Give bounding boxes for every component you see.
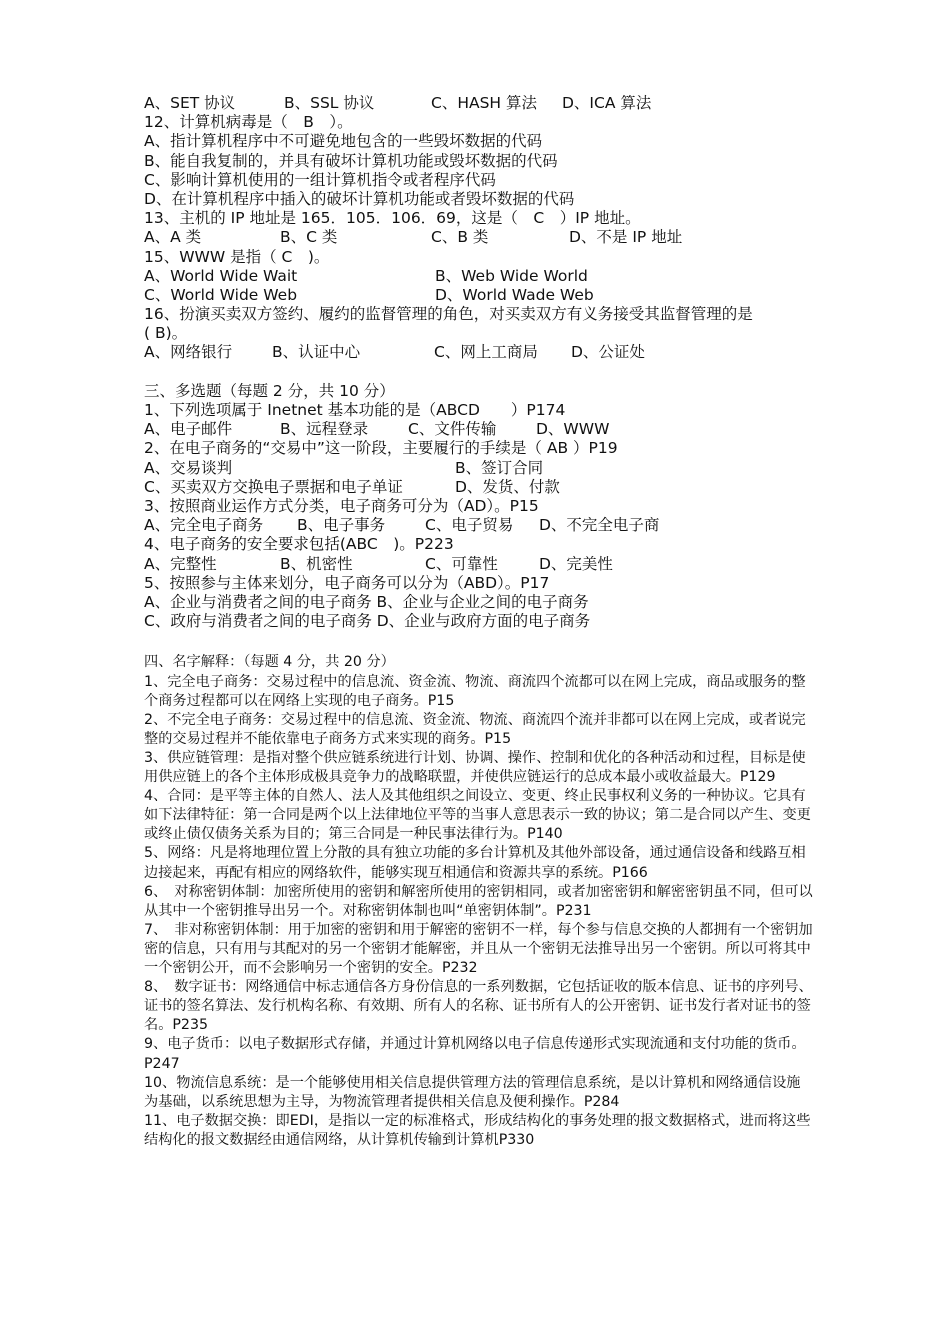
- q12-option-d: D、在计算机程序中插入的破坏计算机功能或者毁坏数据的代码: [144, 189, 575, 208]
- single-choice-tail: [144, 94, 814, 363]
- q11-options: [144, 94, 814, 113]
- mq2-options-row1: [144, 459, 814, 478]
- definition-item: 1、完全电子商务：交易过程中的信息流、资金流、物流、商流四个流都可以在网上完成，商品或服务的整个商务过程都可以在网络上实现的电子商务。P15: [144, 673, 806, 709]
- section4-heading: 四、名字解释：（每题 4 分，共 20 分）: [144, 654, 395, 671]
- q12-option-a: A、指计算机程序中不可避免地包含的一些毁坏数据的代码: [144, 132, 543, 151]
- definition-item: 7、 非对称密钥体制：用于加密的密钥和用于解密的密钥不一样，每个参与信息交换的人都拥有一个密钥加密的信息，只有用与其配对的另一个密钥才能解密，并且从一个密钥无法推导出另一个密钥。所以可将其中一个密钥公开，而不会影响另一个密钥的安全。P232: [144, 921, 813, 977]
- mq5-stem: 5、按照参与主体来划分，电子商务可以分为（ABD）。P17: [144, 573, 550, 592]
- q16-option-d: D、公证处: [571, 343, 645, 362]
- mq2-option-b: B、签订合同: [455, 458, 544, 477]
- q15-option-c: C、World Wide Web: [144, 285, 298, 304]
- mq3-options: [144, 516, 814, 535]
- q16-option-a: A、网络银行: [144, 343, 233, 362]
- mq1-options: [144, 420, 814, 439]
- q13-options: [144, 228, 814, 247]
- mq3-option-b: B、电子事务: [297, 516, 386, 535]
- mq1-option-b: B、远程登录: [280, 420, 369, 439]
- mq3-option-a: A、完全电子商务: [144, 516, 264, 535]
- mq5-options-line2: C、政府与消费者之间的电子商务 D、企业与政府方面的电子商务: [144, 612, 591, 631]
- q15-option-b: B、Web Wide World: [435, 266, 588, 285]
- q12-stem: 12、计算机病毒是（ B ）。: [144, 113, 353, 132]
- mq1-option-c: C、文件传输: [408, 420, 497, 439]
- definition-item: 9、电子货币：以电子数据形式存储，并通过计算机网络以电子信息传递形式实现流通和支付功能的货币。P247: [144, 1036, 806, 1072]
- definition-item: 10、物流信息系统：是一个能够使用相关信息提供管理方法的管理信息系统，是以计算机和网络通信设施为基础，以系统思想为主导，为物流管理者提供相关信息及便利操作。P284: [144, 1074, 801, 1110]
- q16-stem-line2: ( B)。: [144, 324, 188, 343]
- q16-stem-line1: 16、扮演买卖双方签约、履约的监督管理的角色，对买卖双方有义务接受其监督管理的是: [144, 305, 753, 324]
- q12-option-b: B、能自我复制的，并具有破坏计算机功能或毁坏数据的代码: [144, 151, 558, 170]
- q15-option-d: D、World Wade Web: [435, 285, 594, 304]
- q13-option-c: C、B 类: [431, 228, 489, 247]
- mq1-option-d: D、WWW: [536, 420, 610, 439]
- definitions-section: [144, 653, 814, 1150]
- q15-options-row2: [144, 286, 814, 305]
- mq2-options-row2: [144, 478, 814, 497]
- mq3-stem: 3、按照商业运作方式分类，电子商务可分为（AD）。P15: [144, 496, 539, 515]
- q13-stem: 13、主机的 IP 地址是 165．105．106．69，这是（ C ）IP 地址。: [144, 209, 641, 228]
- q15-stem: 15、WWW 是指（ C )。: [144, 247, 330, 266]
- page-content: [144, 94, 814, 1150]
- q16-option-b: B、认证中心: [272, 343, 361, 362]
- q12-option-c: C、影响计算机使用的一组计算机指令或者程序代码: [144, 170, 496, 189]
- multiple-choice-section: [144, 382, 814, 631]
- definition-item: 4、合同：是平等主体的自然人、法人及其他组织之间设立、变更、终止民事权利义务的一种协议。它具有如下法律特征：第一合同是两个以上法律地位平等的当事人意思表示一致的协议；第二是合同以产生、变更或终止债仅债务关系为目的；第三合同是一种民事法律行为。P140: [144, 788, 811, 843]
- q15-options-row1: [144, 267, 814, 286]
- definition-item: 8、 数字证书：网络通信中标志通信各方身份信息的一系列数据，它包括证收的版本信息、证书的序列号、证书的签名算法、发行机构名称、有效期、所有人的名称、证书所有人的公开密钥、证书发行者对证书的签名。P235: [144, 979, 813, 1034]
- q15-option-a: A、World Wide Wait: [144, 266, 298, 285]
- mq2-option-c: C、买卖双方交换电子票据和电子单证: [144, 477, 403, 496]
- q13-option-b: B、C 类: [280, 228, 338, 247]
- mq4-option-a: A、完整性: [144, 554, 217, 573]
- definition-item: 3、供应链管理：是指对整个供应链系统进行计划、协调、操作、控制和优化的各种活动和过程，目标是使用供应链上的各个主体形成极具竞争力的战略联盟，并使供应链运行的总成本最小或收益最大。P129: [144, 750, 806, 786]
- section3-heading: 三、多选题（每题 2 分，共 10 分）: [144, 381, 395, 400]
- definition-item: 2、不完全电子商务：交易过程中的信息流、资金流、物流、商流四个流并非都可以在网上完成，或者说完整的交易过程并不能依靠电子商务方式来实现的商务。P15: [144, 711, 806, 747]
- q11-option-b: B、SSL 协议: [284, 94, 375, 112]
- definition-item: 5、网络：凡是将地理位置上分散的具有独立功能的多台计算机及其他外部设备，通过通信设备和线路互相边接起来，再配有相应的网络软件，能够实现互相通信和资源共享的系统。P166: [144, 845, 806, 881]
- q11-option-a: A、SET 协议: [144, 94, 236, 112]
- mq2-option-a: A、交易谈判: [144, 458, 233, 477]
- mq3-option-d: D、不完全电子商: [539, 516, 660, 535]
- mq5-options-line1: A、企业与消费者之间的电子商务 B、企业与企业之间的电子商务: [144, 592, 589, 611]
- mq1-stem: 1、下列选项属于 Inetnet 基本功能的是（ABCD ）P174: [144, 401, 566, 419]
- mq4-option-c: C、可靠性: [425, 554, 498, 573]
- q13-option-a: A、A 类: [144, 228, 202, 247]
- q11-option-d: D、ICA 算法: [562, 94, 652, 112]
- mq4-options: [144, 555, 814, 574]
- q16-options: [144, 343, 814, 362]
- definition-item: 6、 对称密钥体制：加密所使用的密钥和解密所使用的密钥相同，或者加密密钥和解密密钥虽不同，但可以从其中一个密钥推导出另一个。对称密钥体制也叫“单密钥体制”。P231: [144, 883, 813, 919]
- q16-option-c: C、网上工商局: [434, 343, 538, 362]
- mq1-option-a: A、电子邮件: [144, 420, 233, 439]
- q11-option-c: C、HASH 算法: [431, 94, 538, 112]
- mq4-stem: 4、电子商务的安全要求包括(ABC )。P223: [144, 535, 454, 554]
- definition-item: 11、电子数据交换：即EDI，是指以一定的标准格式，形成结构化的事务处理的报文数据格式，进而将这些结构化的报文数据经由通信网络，从计算机传输到计算机P330: [144, 1112, 811, 1148]
- mq4-option-b: B、机密性: [280, 554, 353, 573]
- mq2-option-d: D、发货、付款: [455, 477, 560, 496]
- q13-option-d: D、不是 IP 地址: [569, 228, 683, 247]
- mq4-option-d: D、完美性: [539, 554, 613, 573]
- mq3-option-c: C、电子贸易: [425, 516, 514, 535]
- mq2-stem: 2、在电子商务的“交易中”这一阶段，主要履行的手续是（ AB ）P19: [144, 439, 618, 458]
